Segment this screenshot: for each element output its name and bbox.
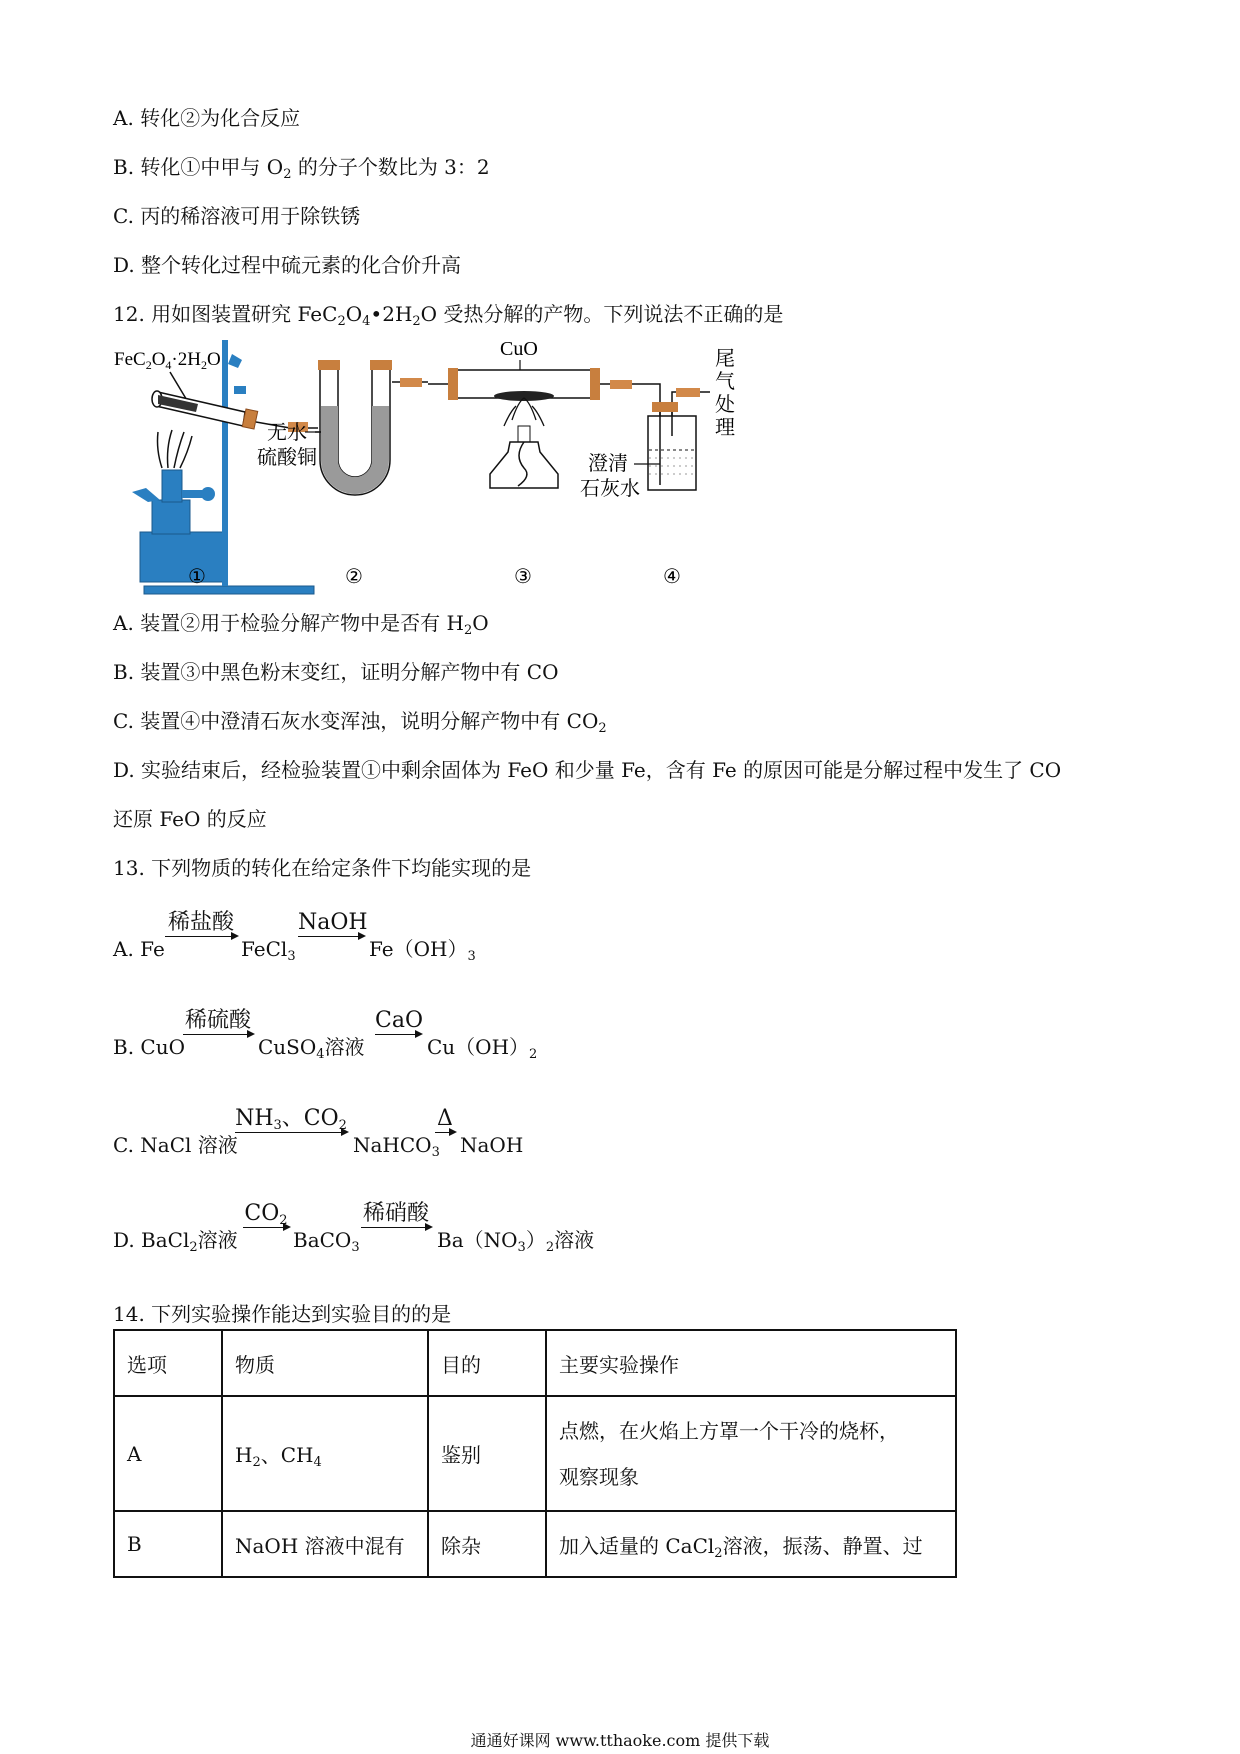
apparatus-2 (257, 360, 428, 495)
apparatus-number-4: ④ (663, 564, 681, 588)
q11-option-c: C. 丙的稀溶液可用于除铁锈 (113, 204, 361, 228)
q13-option-d: D. BaCl$_2$溶液 $CO_2$ BaCO$_3$ 稀硝酸 $Ba(NO_3)_2$溶液 (113, 1201, 595, 1255)
q14-table (113, 1329, 957, 1578)
table-header-row (114, 1330, 956, 1396)
q14-stem: 14. 下列实验操作能达到实验目的的是 (113, 1302, 452, 1326)
table-cell: B (114, 1511, 222, 1577)
table-header-cell: 物质 (222, 1330, 428, 1396)
table-cell: 点燃，在火焰上方罩一个干冷的烧杯， 观察现象 (546, 1396, 956, 1511)
tail-gas-label-1: 尾 (715, 346, 735, 370)
tail-gas-label-3: 处 (715, 392, 735, 416)
table-cell: $H_2$、$CH_4$ (222, 1396, 428, 1511)
q12-stem: 12. 用如图装置研究 $FeC_2O_4•2H_2O$ 受热分解的产物。下列说法不正确的是 (113, 302, 784, 329)
tail-gas-label-2: 气 (715, 369, 735, 393)
table-header-cell: 目的 (428, 1330, 546, 1396)
table-cell: 鉴别 (428, 1396, 546, 1511)
q11-option-a: A. 转化②为化合反应 (113, 106, 301, 130)
table-cell: NaOH 溶液中混有 (222, 1511, 428, 1577)
q13-option-c: C. NaCl 溶液 $NH_3$、$CO_2$ NaHCO$_3$ Δ NaOH (113, 1106, 524, 1160)
limewater-label-2: 石灰水 (580, 476, 640, 500)
table-row (114, 1511, 956, 1577)
reagent-label: $FeC_2O_4\cdot 2H_2O$ (114, 349, 221, 372)
anhydrous-cuso4-label-2: 硫酸铜 (257, 445, 317, 469)
table-header-cell: 主要实验操作 (546, 1330, 956, 1396)
tail-gas-label-4: 理 (715, 415, 735, 439)
apparatus-number-1: ① (188, 564, 206, 588)
table-cell: 加入适量的 CaCl$_2$溶液，振荡、静置、过 (546, 1511, 956, 1577)
apparatus-number-3: ③ (514, 564, 532, 588)
apparatus-4 (580, 346, 735, 500)
table-cell: A (114, 1396, 222, 1511)
table-row (114, 1396, 956, 1511)
q12-option-c: C. 装置④中澄清石灰水变浑浊，说明分解产物中有 $CO_2$ (113, 709, 607, 736)
q13-option-b: B. CuO 稀硫酸 CuSO$_4$溶液 CaO $Cu(OH)_2$ (113, 1008, 538, 1062)
q13-option-a: A. Fe 稀盐酸 FeCl$_3$ NaOH $Fe(OH)_3$ (113, 910, 476, 964)
q12-option-b: B. 装置③中黑色粉末变红，证明分解产物中有 CO (113, 660, 559, 684)
q12-apparatus-figure (100, 340, 860, 600)
table-cell: 除杂 (428, 1511, 546, 1577)
q13-stem: 13. 下列物质的转化在给定条件下均能实现的是 (113, 856, 532, 880)
q12-option-a: A. 装置②用于检验分解产物中是否有 $H_2O$ (113, 611, 489, 638)
cuo-label: CuO (500, 340, 538, 360)
table-header-cell: 选项 (114, 1330, 222, 1396)
q11-option-d: D. 整个转化过程中硫元素的化合价升高 (113, 253, 462, 277)
q12-option-d: D. 实验结束后，经检验装置①中剩余固体为 FeO 和少量 Fe，含有 Fe 的原因可能是分解过程中发生了 CO (113, 758, 1062, 782)
page-footer: 通通好课网 www.tthaoke.com 提供下载 (470, 1731, 770, 1750)
limewater-label: 澄清 (588, 451, 628, 475)
q11-option-b: B. 转化①中甲与 $O_2$ 的分子个数比为 3：2 (113, 155, 490, 182)
q12-option-d-cont: 还原 FeO 的反应 (113, 807, 267, 831)
anhydrous-cuso4-label: 无水 (267, 420, 307, 444)
apparatus-number-2: ② (345, 564, 363, 588)
